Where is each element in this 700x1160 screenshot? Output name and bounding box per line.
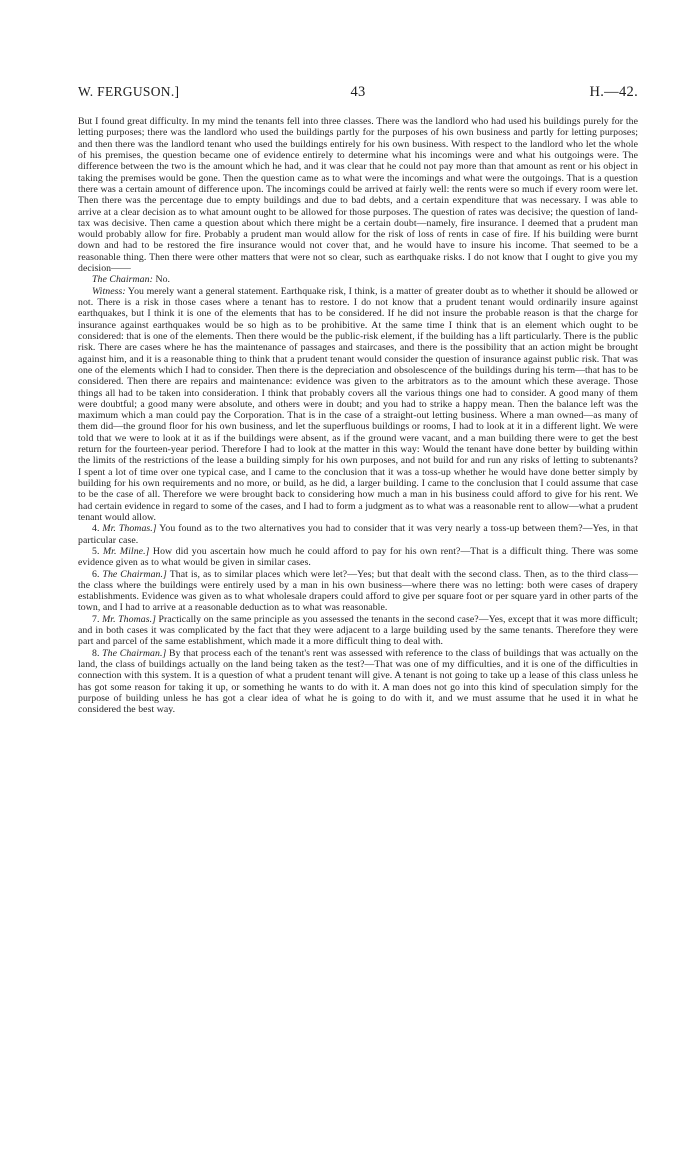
speaker-label: The Chairman: [92, 274, 153, 286]
page-number: 43 [350, 84, 366, 100]
header-witness-name: W. FERGUSON.] [78, 84, 180, 99]
speaker-label: Mr. Thomas.] [102, 523, 157, 535]
question-4: 4. Mr. Thomas.] You found as to the two alternatives you had to consider that it was very nearly a toss-up between them?—Yes, in that particular case. [78, 523, 638, 546]
paragraph-opening: But I found great difficulty. In my mind the tenants fell into three classes. There was the landlord who had used his buildings purely for the letting purposes; there was the landlord who used the buildings partly for the purposes of his own business and partly for letting purposes; and then there was the landlord tenant who used the buildings entirely for his own business. With respect to the landlord who let the whole of his premises, the question became one of evidence entirely to determine what his incomings were and what his outgoings were. The difference between the two is the amount which he had, and it was clear that he could not pay more than that amount as rent or his object in taking the premises would be gone. Then the question came as to what were the incomings and what were the outgoings. That is a question there was a certain amount of difference upon. The incomings could be arrived at fairly well: the rents were so much if every room were let. Then there was the percentage due to empty buildings and due to bad debts, and a certain expenditure that was necessary. I was able to arrive at a clear decision as to what amount ought to be allowed for those purposes. The question of rates was decisive; the question of land-tax was decisive. Then came a question about which there might be a certain doubt—namely, fire insurance. I deemed that a prudent man would probably allow for fire. Probably a prudent man would allow for the risk of loss of rents in case of fire. If his building were burnt down and had to be restored the fire insurance would not cover that, and he would have to insure his income. That seemed to be a reasonable thing. Then there were other matters that were not so clear, such as earthquake risks. I do not know that I ought to give you my decision—— [78, 116, 638, 275]
question-number: 8. [92, 647, 100, 659]
speaker-label: Mr. Thomas.] [102, 613, 156, 625]
question-number: 4. [92, 523, 100, 535]
speaker-label: The Chairman.] [102, 647, 167, 659]
question-5: 5. Mr. Milne.] How did you ascertain how much he could afford to pay for his own rent?—That is a difficult thing. There was some evidence given as to what would be given in similar cases. [78, 545, 638, 569]
paragraph-chairman-interjection: The Chairman: No. [92, 274, 171, 286]
question-6: 6. The Chairman.] That is, as to similar places which were let?—Yes; but that dealt with the second class. Then, as to the third class—the class where the buildings were entirely used by a man in his own business—where there was no letting: both were cases of drapery establishments. Evidence was given as to what wholesale drapers could afford to give per square foot or per square yard in other parts of the town, and I had to arrive at a reasonable deduction as to what was reasonable. [78, 568, 638, 614]
paragraph-witness-answer: Witness: You merely want a general statement. Earthquake risk, I think, is a matter of greater doubt as to whether it should be allowed or not. There is a risk in those cases where a tenant has to restore. I do not know that a prudent tenant would ordinarily insure against earthquakes, but I think it is one of the elements that has to be considered. If he did not insure the probable reason is that the charge for insurance against earthquakes would be so high as to be prohibitive. At the same time I think that is an element which ought to be considered: that is one of the elements. Then there would be the public-risk element, if the building has a lift particularly. There is the public risk. There are cases where he has the maintenance of passages and staircases, and there is the possibility that an action might be brought against him, and it is a reasonable thing to think that a prudent tenant would consider the question of insurance against public risk. That was one of the elements which I had to consider. Then there is the depreciation and obsolescence of the buildings during his term—that has to be considered. Then there are repairs and maintenance: evidence was given to the arbitrators as to the amount which these average. Those things all had to be taken into consideration. I think that probably covers all the various things one had to consider. A good many of them were doubtful; a good many were absolute, and others were in doubt; and you had to strike a happy mean. Then the balance left was the maximum which a man could pay the Corporation. That is in the case of a straight-out letting business. Where a man owned—as many of them did—the ground floor for his own business, and let the superfluous buildings or rooms, I had to look at it in a different light. We were told that we were to look at it as if the buildings were absent, as if the ground were vacant, and a man building there were to get the best return for the fourteen-year period. Therefore I had to look at the matter in this way: Would the tenant have done better by building within the limits of the restrictions of the lease a building simply for his own purposes, and not build for and run any risks of letting to subtenants? I spent a lot of time over one typical case, and I came to the conclusion that it was a toss-up whether he would have done better simply by building for his own requirements and no more, or build, as he did, a larger building. I came to the conclusion that I could assume that case to be the case of all. Therefore we were brought back to considering how much a man in his business could afford to give for his rent. We had certain evidence in regard to some of the cases, and I had to form a judgment as to what was a reasonable rent to allow—what a prudent tenant would allow. [78, 285, 638, 523]
question-number: 5. [92, 545, 100, 557]
document-reference: H.—42. [589, 84, 638, 100]
speaker-label: Witness: [92, 285, 126, 297]
page-header [78, 84, 638, 104]
speaker-label: Mr. Milne.] [102, 545, 150, 557]
question-number: 6. [92, 568, 100, 580]
question-number: 7. [92, 613, 100, 625]
testimony-body [78, 116, 638, 716]
question-7: 7. Mr. Thomas.] Practically on the same principle as you assessed the tenants in the second case?—Yes, except that it was more difficult; and in both cases it was complicated by the fact that they were adjacent to a large building used by the same tenants. Therefore they were part and parcel of the same establishment, which made it a more difficult thing to deal with. [78, 613, 638, 648]
question-8: 8. The Chairman.] By that process each of the tenant's rent was assessed with reference to the class of buildings that was actually on the land, the class of buildings actually on the land being taken as the test?—That was one of my difficulties, and it is one of the difficulties in connection with this system. It is a question of what a prudent tenant will give. A tenant is not going to take up a lease of this class unless he has got some reason for taking it up, or something he wants to do with it. A man does not go into this kind of speculation simply for the purpose of building unless he has got a clear idea of what he is going to do with it, and we must assume that he used it in what he considered the best way. [78, 647, 639, 716]
speaker-label: The Chairman.] [102, 568, 167, 580]
